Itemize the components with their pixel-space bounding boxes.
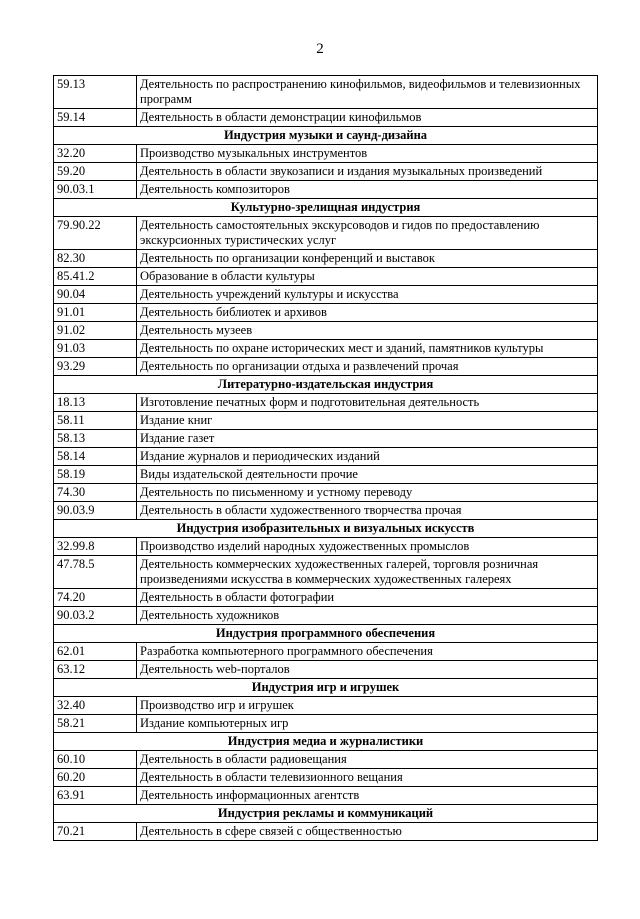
- okved-table: [53, 75, 598, 841]
- section-header-row: [54, 199, 598, 217]
- section-title: Культурно-зрелищная индустрия: [54, 199, 598, 217]
- table-row: [54, 607, 598, 625]
- table-row: [54, 322, 598, 340]
- okved-code-cell: 32.20: [54, 145, 137, 163]
- activity-description-cell: Деятельность в области демонстрации кинофильмов: [137, 109, 598, 127]
- table-row: [54, 430, 598, 448]
- table-row: [54, 484, 598, 502]
- okved-code-cell: 79.90.22: [54, 217, 137, 250]
- table-row: [54, 502, 598, 520]
- table-row: [54, 448, 598, 466]
- table-row: [54, 643, 598, 661]
- okved-code-cell: 58.21: [54, 715, 137, 733]
- okved-code-cell: 58.11: [54, 412, 137, 430]
- okved-code-cell: 70.21: [54, 823, 137, 841]
- okved-code-cell: 60.10: [54, 751, 137, 769]
- activity-description-cell: Деятельность информационных агентств: [137, 787, 598, 805]
- activity-description-cell: Деятельность музеев: [137, 322, 598, 340]
- section-header-row: [54, 805, 598, 823]
- okved-code-cell: 63.12: [54, 661, 137, 679]
- okved-code-cell: 93.29: [54, 358, 137, 376]
- table-row: [54, 751, 598, 769]
- okved-code-cell: 90.03.1: [54, 181, 137, 199]
- okved-code-cell: 32.40: [54, 697, 137, 715]
- table-row: [54, 394, 598, 412]
- section-title: Индустрия рекламы и коммуникаций: [54, 805, 598, 823]
- table-row: [54, 556, 598, 589]
- section-header-row: [54, 625, 598, 643]
- okved-table-body: [54, 76, 598, 841]
- activity-description-cell: Деятельность библиотек и архивов: [137, 304, 598, 322]
- table-row: [54, 76, 598, 109]
- table-row: [54, 769, 598, 787]
- activity-description-cell: Деятельность по организации конференций и выставок: [137, 250, 598, 268]
- activity-description-cell: Деятельность художников: [137, 607, 598, 625]
- activity-description-cell: Издание журналов и периодических изданий: [137, 448, 598, 466]
- section-header-row: [54, 520, 598, 538]
- okved-code-cell: 63.91: [54, 787, 137, 805]
- okved-code-cell: 90.03.2: [54, 607, 137, 625]
- section-title: Индустрия музыки и саунд-дизайна: [54, 127, 598, 145]
- okved-code-cell: 32.99.8: [54, 538, 137, 556]
- okved-code-cell: 62.01: [54, 643, 137, 661]
- okved-code-cell: 59.20: [54, 163, 137, 181]
- table-row: [54, 181, 598, 199]
- table-row: [54, 217, 598, 250]
- section-title: Литературно-издательская индустрия: [54, 376, 598, 394]
- activity-description-cell: Издание книг: [137, 412, 598, 430]
- activity-description-cell: Деятельность в области звукозаписи и издания музыкальных произведений: [137, 163, 598, 181]
- section-title: Индустрия медиа и журналистики: [54, 733, 598, 751]
- activity-description-cell: Деятельность в области радиовещания: [137, 751, 598, 769]
- table-row: [54, 823, 598, 841]
- section-title: Индустрия изобразительных и визуальных искусств: [54, 520, 598, 538]
- okved-code-cell: 82.30: [54, 250, 137, 268]
- activity-description-cell: Деятельность коммерческих художественных галерей, торговля розничная произведениями искусства в коммерческих художественных галереях: [137, 556, 598, 589]
- table-row: [54, 145, 598, 163]
- activity-description-cell: Производство музыкальных инструментов: [137, 145, 598, 163]
- activity-description-cell: Производство изделий народных художественных промыслов: [137, 538, 598, 556]
- okved-code-cell: 91.02: [54, 322, 137, 340]
- okved-code-cell: 90.04: [54, 286, 137, 304]
- activity-description-cell: Деятельность учреждений культуры и искусства: [137, 286, 598, 304]
- activity-description-cell: Деятельность в области телевизионного вещания: [137, 769, 598, 787]
- okved-code-cell: 85.41.2: [54, 268, 137, 286]
- page-number: 2: [316, 41, 324, 57]
- okved-code-cell: 59.14: [54, 109, 137, 127]
- okved-code-cell: 59.13: [54, 76, 137, 109]
- table-row: [54, 109, 598, 127]
- activity-description-cell: Деятельность по распространению кинофильмов, видеофильмов и телевизионных программ: [137, 76, 598, 109]
- table-row: [54, 787, 598, 805]
- table-row: [54, 250, 598, 268]
- table-row: [54, 661, 598, 679]
- table-row: [54, 340, 598, 358]
- okved-code-cell: 47.78.5: [54, 556, 137, 589]
- activity-description-cell: Деятельность web-порталов: [137, 661, 598, 679]
- activity-description-cell: Издание компьютерных игр: [137, 715, 598, 733]
- table-row: [54, 412, 598, 430]
- activity-description-cell: Виды издательской деятельности прочие: [137, 466, 598, 484]
- table-row: [54, 163, 598, 181]
- section-header-row: [54, 376, 598, 394]
- table-row: [54, 538, 598, 556]
- table-row: [54, 697, 598, 715]
- activity-description-cell: Образование в области культуры: [137, 268, 598, 286]
- activity-description-cell: Деятельность в области художественного творчества прочая: [137, 502, 598, 520]
- section-header-row: [54, 679, 598, 697]
- okved-code-cell: 18.13: [54, 394, 137, 412]
- table-row: [54, 286, 598, 304]
- table-row: [54, 715, 598, 733]
- okved-code-cell: 74.20: [54, 589, 137, 607]
- activity-description-cell: Деятельность в области фотографии: [137, 589, 598, 607]
- section-title: Индустрия программного обеспечения: [54, 625, 598, 643]
- section-header-row: [54, 127, 598, 145]
- activity-description-cell: Деятельность по письменному и устному переводу: [137, 484, 598, 502]
- okved-code-cell: 58.19: [54, 466, 137, 484]
- table-row: [54, 304, 598, 322]
- okved-code-cell: 58.13: [54, 430, 137, 448]
- table-row: [54, 268, 598, 286]
- table-row: [54, 466, 598, 484]
- okved-code-cell: 91.03: [54, 340, 137, 358]
- okved-code-cell: 91.01: [54, 304, 137, 322]
- activity-description-cell: Разработка компьютерного программного обеспечения: [137, 643, 598, 661]
- activity-description-cell: Производство игр и игрушек: [137, 697, 598, 715]
- okved-code-cell: 60.20: [54, 769, 137, 787]
- table-row: [54, 358, 598, 376]
- activity-description-cell: Деятельность композиторов: [137, 181, 598, 199]
- activity-description-cell: Издание газет: [137, 430, 598, 448]
- okved-code-cell: 74.30: [54, 484, 137, 502]
- table-row: [54, 589, 598, 607]
- okved-code-cell: 90.03.9: [54, 502, 137, 520]
- activity-description-cell: Деятельность самостоятельных экскурсоводов и гидов по предоставлению экскурсионных туристических услуг: [137, 217, 598, 250]
- activity-description-cell: Деятельность по охране исторических мест и зданий, памятников культуры: [137, 340, 598, 358]
- activity-description-cell: Деятельность в сфере связей с общественностью: [137, 823, 598, 841]
- activity-description-cell: Деятельность по организации отдыха и развлечений прочая: [137, 358, 598, 376]
- section-title: Индустрия игр и игрушек: [54, 679, 598, 697]
- okved-code-cell: 58.14: [54, 448, 137, 466]
- section-header-row: [54, 733, 598, 751]
- activity-description-cell: Изготовление печатных форм и подготовительная деятельность: [137, 394, 598, 412]
